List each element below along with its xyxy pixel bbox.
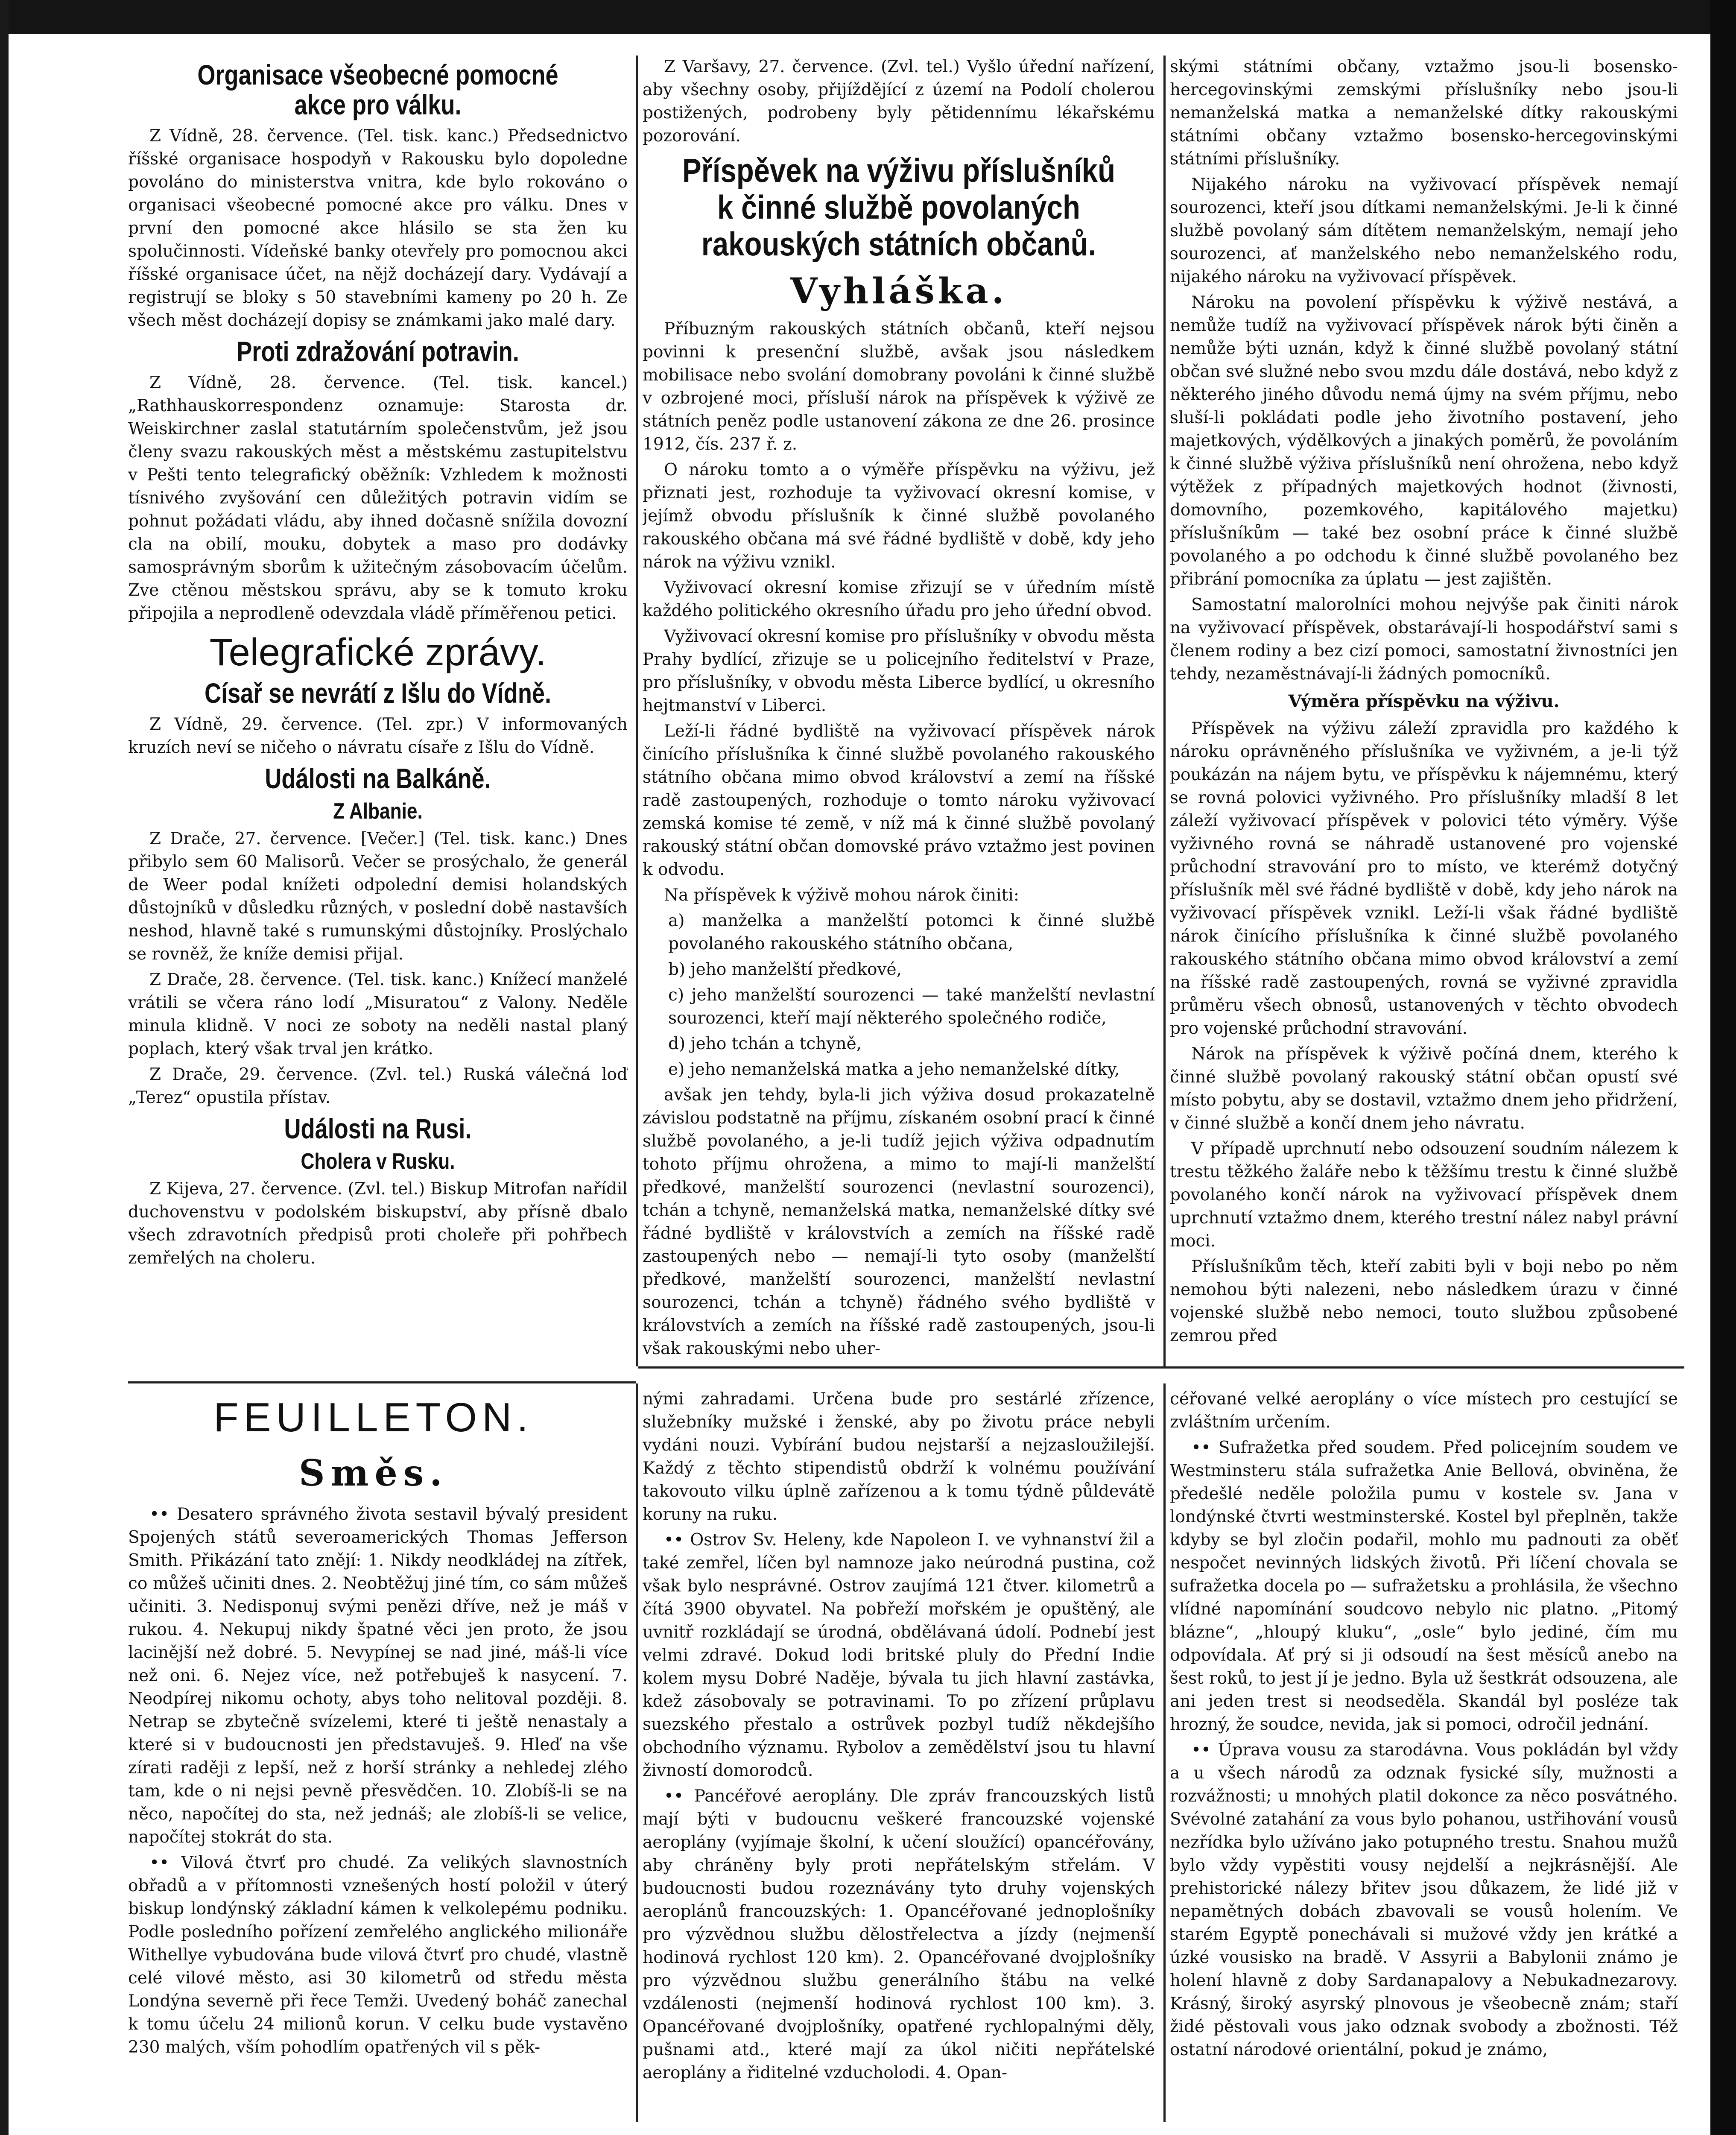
vyhlaska-item-d: d) jeho tchán a tchyně, [668,1034,862,1053]
vyhlaska-p11: Samostatní malorolníci mohou nejvýše pak činiti nárok na vyživovací příspěvek, obstarávají-li hospodářství sami s členem rodiny a bez cizí pomoci, samostatní živnostníci jen tehdy, nezaměstnávají-li žádných pomocníků. [1170,595,1678,684]
column-rule [1163,1383,1166,2122]
scan-edge-right [1710,0,1736,2135]
feuilleton-vilova-ctvrt-cont: nými zahradami. Určena bude pro sestárlé zřízence, služebníky mužské i ženské, aby po životu práce nebyli vydáni nouzi. Vybírání budou nejstarší a nejzasloužilejší. Každý z těchto stipendistů obdrží k volnému používání takovouto vilku úplně zařízenou a k tomu týdně půldevátě koruny na ruku. [643,1389,1155,1524]
feuilleton-aeroplany-cont: céřované velké aeroplány o více místech pro cestující se zvláštním určením. [1170,1389,1678,1432]
feuilleton-vilova-ctvrt: •• Vilová čtvrť pro chudé. Za velikých slavnostních obřadů a v přítomnosti vznešených hostí položil v úterý biskup londýnský základní kámen k velkolepému podniku. Podle posledního pořízení zemřelého anglického milionáře Withellye vybudována bude vilová čtvrť pro chudé, vlastně celé vilové město, asi 30 kilometrů od středu města Londýna severně při řece Temži. Uvedený boháč zanechal k tomu účelu 24 milionů korun. V celku bude vystavěno 230 malých, vším pohodlím opatřených vil s pěk- [128,1853,628,2057]
vyhlaska-p10: Nároku na povolení příspěvku k výživě nestává, a nemůže tudíž na vyživovací příspěvek nárok býti činěn a nemůže býti uznán, když k činné službě povolaný státní občan své služné nebo svou mzdu dále dostává, nebo když z některého jiného důvodu nemá újmy na svém příjmu, nebo sluší-li pokládati podle jeho životního postavení, jeho majetkových, výdělkových a jinakých poměrů, že povoláním k činné službě výživa příslušníků není ohrožena, nebo když výtěžek z případných majetkových hodnot (živnosti, domovního, pozemkového, kapitálového majetku) příslušníkům — také bez osobní práce k činné službě povolaného a po odchodu k činné službě povolaného bez přibrání pomocníka za úplatu — jest zajištěn. [1170,293,1678,589]
news-column-1 [128,56,628,1375]
subheadline-albanie: Z Albanie. [333,799,423,824]
feuilleton-title: FEUILLETON. [213,1395,534,1440]
vyhlaska-p3: Vyživovací okresní komise zřizují se v úředním místě každého politického okresního úřadu pro jeho úřední obvod. [643,578,1155,620]
headline-organisace: Organisace všeobecné pomocné akce pro válku. [197,59,558,120]
vyhlaska-item-c: c) jeho manželští sourozenci — také manželští nevlastní sourozenci, kteří mají některého společného rodiče, [668,986,1155,1028]
headline-cisar: Císař se nevrátí z Išlu do Vídně. [204,677,552,709]
smes-title: Směs. [299,1452,448,1494]
headline-zdrazovani: Proti zdražování potravin. [237,336,519,367]
news-column-3 [1170,56,1678,1362]
vyhlaska-item-e: e) jeho nemanželská matka a jeho nemanželské dítky, [668,1060,1120,1079]
headline-balkan: Události na Balkáně. [265,763,491,794]
feuilleton-vousy: •• Úprava vousu za starodávna. Vous pokládán byl vždy a u všech národů za odznak fysické síly, mužnosti a rozvážnosti; u mnohých platil dokonce za něco posvátného. Svévolné zatahání za vous bylo pohanou, ustřihování vousů nezřídka bylo užíváno jako potupného trestu. Snahou mužů bylo vždy vypěstiti vousy nejdelší a nejkrásnější. Ale prehistorické nálezy břitev jsou důkazem, že lidé již v nepamětných dobách zbavovali se vousů holením. Ve starém Egyptě ponechávali si mužové vždy jen krátké a úzké vousisko na bradě. V Assyrii a Babylonii známo je holení hlavně z doby Sardanapalovy a Nebukadnezarovy. Krásný, široký asyrský plnovous je všeobecně znám; staří židé pěstovali vous jako odznak svobody a zbožnosti. Též ostatní národové orientální, pokud je známo, [1170,1740,1678,2059]
feuilleton-column-3 [1170,1388,1678,2122]
feuilleton-column-1 [128,1503,628,2122]
vyhlaska-p8: skými státními občany, vztažmo jsou-li bosensko-hercegovinskými zemskými příslušníky nebo jsou-li nemanželská matka a nemanželské dítky rakouskými státními občany vztažmo bosensko-hercegovinskými státními příslušníky. [1170,57,1678,169]
article-kijev: Z Kijeva, 27. července. (Zvl. tel.) Biskup Mitrofan nařídil duchovenstvu v podolském biskupství, aby přísně dbalo všech zdravotních předpisů proti choleře při pohřbech zemřelých na choleru. [128,1179,628,1268]
feuilleton-column-2 [643,1388,1155,2122]
article-varsava: Z Varšavy, 27. července. (Zvl. tel.) Vyšlo úřední nařízení, aby všechny osoby, přijíždějící z území na Podolí cholerou postižených, podrobeny byly pětidennímu lékařskému pozorování. [643,57,1155,146]
vyhlaska-p6: Na příspěvek k výživě mohou nárok činiti: [664,886,1019,905]
article-cisar: Z Vídně, 29. července. (Tel. zpr.) V informovaných kruzích neví se ničeho o návratu císaře z Išlu do Vídně. [128,715,628,757]
vyhlaska-item-a: a) manželka a manželští potomci k činné službě povolaného rakouského státního občana, [668,911,1155,953]
article-drac-27: Z Drače, 27. července. [Večer.] (Tel. tisk. kanc.) Dnes přibylo sem 60 Malisorů. Večer se prosýchalo, že generál de Weer podal knížeti odpolední demisi holandských důstojníků v důsledku různých, v poslední době nastavších neshod, hlavně také s rumunskými důstojníky. Proslýchalo se rovněž, že kníže demisi přijal. [128,829,628,964]
vyhlaska-p15: Příslušníkům těch, kteří zabiti byli v boji nebo po něm nemohou býti nalezeni, nebo následkem úrazu v činné vojenské službě nebo nemoci, touto službou způsobené zemrou před [1170,1257,1678,1345]
feuilleton-desatero: •• Desatero správného života sestavil bývalý president Spojených států severoamerických Thomas Jefferson Smith. Přikázání tato znějí: 1. Nikdy neodkládej na zítřek, co můžeš učiniti dnes. 2. Neobtěžuj jiné tím, co sám můžeš učiniti. 3. Nedisponuj svými penězi dříve, než je máš v rukou. 4. Nekupuj nikdy špatné věci jen proto, že jsou lacinější než dobré. 5. Nevypínej se nad jiné, máš-li více než oni. 6. Nejez více, než potřebuješ k nasycení. 7. Neodpírej nikomu ochoty, abys toho nelitoval později. 8. Netrap se zbytečně svízelemi, které ti ještě nenastaly a které si v budoucnosti jen představuješ. 9. Hleď na vše zírati raději z lepší, než z horší stránky a nehledej zlého tam, kde o ni nejsi pevně přesvědčen. 10. Zlobíš-li se na něco, napočítej do sta, než jednáš; ale zlobíš-li se velice, napočítej stokrát do sta. [128,1505,628,1847]
scan-edge-left [0,0,9,2135]
vyhlaska-p5: Leží-li řádné bydliště na vyživovací příspěvek nárok činícího příslušníka k činné službě povolaného rakouského státního občana mimo obvod království a zemí na říšské radě zastoupených, rozhoduje o tomto nároku vyživovací zemská komise té země, v níž má k činné službě povolaný rakouský státní občan domovské právo vztažmo jest povinen k odvodu. [643,722,1155,879]
vyhlaska-p7: avšak jen tehdy, byla-li jich výživa dosud prokazatelně závislou podstatně na příjmu, získaném osobní prací k činné službě povolaného, a je-li tudíž jejich výživa odpadnutím tohoto příjmu ohrožena, a mimo to mají-li manželští předkové, manželští sourozenci (nevlastní sourozenci), tchán a tchyně, nemanželská matka, nemanželské dítky své řádné bydliště v královstvích a zemích na říšské radě zastoupených nebo — nemají-li tyto osoby (manželští předkové, manželští sourozenci, manželští nevlastní sourozenci, tchán a tchyně) řádného svého bydliště v královstvích a zemích na říšské radě zastoupených, jsou-li však rakouskými nebo uher- [643,1085,1155,1358]
section-divider [638,1366,1684,1369]
vyhlaska-p9: Nijakého nároku na vyživovací příspěvek nemají sourozenci, kteří jsou dítkami nemanželskými. Je-li k činné službě povolaný sám dítětem nemanželským, nemají jeho sourozenci, ať manželského nebo nemanželského rodu, nijakého nároku na vyživovací příspěvek. [1170,175,1678,287]
vyhlaska-p1: Příbuzným rakouských státních občanů, kteří nejsou povinni k presenční službě, avšak jsou následkem mobilisace nebo svolání domobrany povoláni k činné službě v ozbrojené moci, přísluší nárok na příspěvek k výživě ze státních peněz podle ustanovení zákona ze dne 26. prosince 1912, čís. 237 ř. z. [643,319,1155,454]
feuilleton-sufrazetka: •• Sufražetka před soudem. Před policejním soudem ve Westminsteru stála sufražetka Anie Bellová, obviněna, že předešlé neděle položila pumu v kostele sv. Jana v londýnské čtvrti westminsterské. Kostel byl přeplněn, takže kdyby se byl zločin podařil, mohlo mu padnouti za oběť nespočet nevinných lidských životů. Při líčení chovala se sufražetka docela po — sufražetsku a prohlásila, že všechno vlídné napomínání soudcovo nebylo nic platno. „Pitomý blázne“, „hloupý kluku“, „osle“ bylo jediné, čím mu odpovídala. Ať prý si ji odsoudí na šest měsíců anebo na šest roků, to jest jí je jedno. Byla už šestkrát odsouzena, ale ani jeden trest si neodseděla. Skandál byl posléze tak hrozný, že soudce, nevida, jak si pomoci, odročil jednání. [1170,1438,1678,1734]
news-column-2 [643,56,1155,1362]
column-rule [636,56,638,1366]
vyhlaska-p13: Nárok na příspěvek k výživě počíná dnem, kterého k činné službě povolaný rakouský státní občan opustí své místo pobytu, aby se dostavil, vztažmo dnem jeho přidržení, v činné službě a končí dnem jeho návratu. [1170,1044,1678,1133]
headline-vyhlaska: Vyhláška. [790,271,1008,312]
scan-edge-top [0,0,1736,34]
column-rule [636,1383,638,2122]
headline-rus: Události na Rusi. [284,1113,472,1144]
article-drac-28: Z Drače, 28. července. (Tel. tisk. kanc.) Knížecí manželé vrátili se včera ráno lodí „Misuratou“ z Valony. Neděle minula klidně. V noci ze soboty na neděli nastal planý poplach, který však trval jen krátko. [128,970,628,1059]
article-drac-29: Z Drače, 29. července. (Zvl. tel.) Ruská válečná loď „Terez“ opustila přístav. [128,1065,628,1107]
article-organisace: Z Vídně, 28. července. (Tel. tisk. kanc.) Předsednictvo říšské organisace hospodyň v Rakousku bylo dopoledne povoláno do ministerstva vnitra, kde bylo rokováno o organisaci všeobecné pomocné akce pro válku. Dnes v první den pomocné akce hlásilo se sta žen ku spolučinnosti. Vídeňské banky otevřely pro pomocnou akci říšské organisace účet, na nějž docházejí dary. Vydávají a registrují se bloky s 50 stavebními kameny po 20 h. Ze všech měst docházejí dopisy se známkami jako malé dary. [128,126,628,330]
feuilleton-aeroplany: •• Pancéřové aeroplány. Dle zpráv francouzských listů mají býti v budoucnu veškeré francouzské vojenské aeroplány (vyjímaje školní, k učení sloužící) opancéřovány, aby chráněny byly proti nepřátelským střelám. V budoucnosti budou rozeznávány tyto druhy vojenských aeroplánů francouzských: 1. Opancéřované jednoplošníky pro výzvědnou službu dělostřelectva a jízdy (nejmenší hodinová rychlost 120 km). 2. Opancéřované dvojplošníky pro výzvědnou službu generálního štábu na velké vzdálenosti (nejmenší hodinová rychlost 100 km). 3. Opancéřované dvojplošníky, opatřené rychlopalnými děly, pušnami atd., které mají za úkol ničiti nepřátelské aeroplány a řiditelné vzducholodi. 4. Opan- [643,1787,1155,2082]
column-rule [1163,56,1166,1366]
vyhlaska-p4: Vyživovací okresní komise pro příslušníky v obvodu města Prahy bydlící, zřizuje se u policejního ředitelství v Praze, pro příslušníky, v obvodu města Liberce bydlící, u okresního hejtmanství v Liberci. [643,627,1155,715]
vyhlaska-p14: V případě uprchnutí nebo odsouzení soudním nálezem k trestu těžkého žaláře nebo k těžšímu trestu k činné službě povolaného končí nárok na vyživovací příspěvek dnem uprchnutí vztažmo dnem, kterého trestní nález nabyl právní moci. [1170,1139,1678,1251]
section-title-telegraficke-zpravy: Telegrafické zprávy. [209,631,547,674]
headline-prispevek: Příspěvek na výživu příslušníků k činné službě povolaných rakouských státních občanů. [682,152,1116,263]
feuilleton-helena: •• Ostrov Sv. Heleny, kde Napoleon I. ve vyhnanství žil a také zemřel, líčen byl namnoze jako neúrodná pustina, což však bylo nesprávné. Ostrov zaujímá 121 čtver. kilometrů a čítá 3900 obyvatel. Na pobřeží mořském je opuštěný, ale uvnitř rozkládají se úrodná, obdělávaná údolí. Podnebí jest velmi zdravé. Dokud lodi britské pluly do Přední Indie kolem mysu Dobré Naděje, bývala tu jich hlavní zastávka, kdež zásobovaly se potravinami. To po zřízení průplavu suezského přestalo a ostrůvek pozbyl tudíž někdejšího obchodního významu. Rybolov a zemědělství jsou tu hlavní živností domorodců. [643,1530,1155,1780]
section-divider [128,1381,636,1383]
vyhlaska-p12: Příspěvek na výživu záleží zpravidla pro každého k nároku oprávněného příslušníka ve vyživném, a je-li týž poukázán na nájem bytu, ve příspěvku k nájemnému, který se rovná polovici vyživného. Pro příslušníky mladší 8 let záleží vyživovací příspěvek v polovici této výměry. Výše vyživného rovná se náhradě ustanovené pro vojenské průchodní stravování pro to místo, ve kterémž dotyčný příslušník měl své řádné bydliště v době, kdy jeho nárok na vyživovací příspěvek vznikl. Leží-li však řádné bydliště nárok činícího příslušníka k činné službě povolaného rakouského státního občana mimo obvod království a zemí na říšské radě zastoupených, rovná se vyživné zpravidla průměru všech obnosů, ustanovených v těchto obvodech pro vojenské průchodní stravování. [1170,719,1678,1038]
vyhlaska-p2: O nároku tomto a o výměře příspěvku na výživu, jež přiznati jest, rozhoduje ta vyživovací okresní komise, v jejímž obvodu příslušník k činné službě povolaného rakouského občana má své řádné bydliště v době, kdy jeho nárok na výživu vznikl. [643,460,1155,572]
subheadline-vymera: Výměra příspěvku na výživu. [1288,691,1560,711]
subheadline-cholera: Cholera v Rusku. [301,1149,455,1174]
article-zdrazovani: Z Vídně, 28. července. (Tel. tisk. kancel.) „Rathhauskorrespondenz oznamuje: Starosta dr. Weiskirchner zaslal statutárním společenstvům, jež jsou členy svazu rakouských měst a městskému zastupitelstvu v Pešti tento telegrafický oběžník: Vzhledem k možnosti tísnivého zvyšování cen důležitých potravin vidím se pohnut požádati vládu, aby ihned dočasně snížila dovozní cla na obilí, mouku, dobytek a maso pro dodávky samosprávným sborům k užitečným zásobovacím účelům. Zve ctěnou městskou správu, aby se k tomuto kroku připojila a neprodleně odevzdala vládě příměřenou petici. [128,373,628,623]
vyhlaska-item-b: b) jeho manželští předkové, [668,960,902,979]
